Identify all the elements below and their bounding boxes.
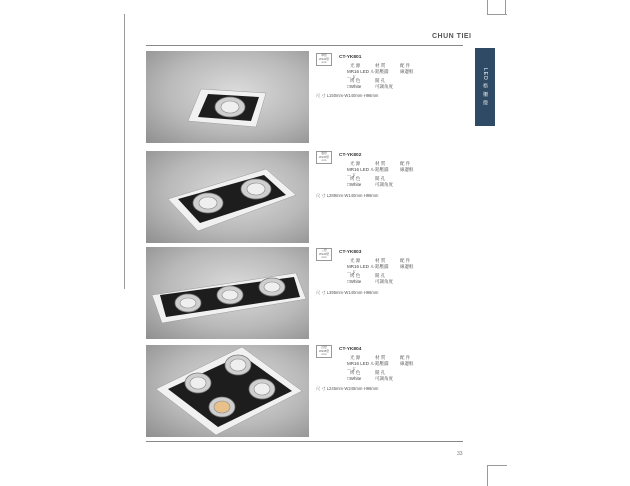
spec-header: 烤 色 [350,78,361,83]
footer-rule [146,441,463,442]
spec-header: 開 孔 [375,273,386,278]
spec-value: MR16 LED ルード [347,361,375,372]
spec-value: 線邊框 [400,361,414,366]
spec-header: 材 質 [375,355,386,360]
crop-mark [487,14,507,15]
spec-value: 可調角度 [375,376,393,381]
spec-header: 材 質 [375,258,386,263]
spec-header: 烤 色 [350,273,361,278]
spec-header: 配 件 [400,63,411,68]
spec-header: 開 孔 [375,176,386,181]
model-number: CT-YK801 [339,55,362,60]
spec-value: 線邊框 [400,167,414,172]
spec-header: 光 源 [350,355,361,360]
spec-value: 鋁壓鑄 [375,361,389,366]
product-photo-3 [146,247,309,339]
dimensions-text: 尺 寸 L245mm·W245mm·H96mm [316,386,379,391]
spec-value: 線邊框 [400,264,414,269]
product-badge: 單燈 W140型 mm [316,53,332,66]
product-photo-2 [146,151,309,243]
crop-mark [487,0,488,14]
spec-value: 可調角度 [375,279,393,284]
crop-mark [487,465,507,466]
spec-value: □White [347,182,362,187]
spec-value: 可調角度 [375,84,393,89]
spec-header: 配 件 [400,161,411,166]
dimensions-text: 尺 寸 L289mm·W140mm·H96mm [316,193,379,198]
spec-header: 配 件 [400,355,411,360]
spec-header: 光 源 [350,63,361,68]
spec-header: 烤 色 [350,176,361,181]
product-photo-4 [146,345,309,437]
crop-mark [505,0,506,14]
product-badge: 雙燈 W140型 mm [316,151,332,164]
product-photo-1 [146,51,309,143]
brand-logo: CHUN TIEI [432,33,472,40]
spec-header: 烤 色 [350,370,361,375]
model-number: CT-YK802 [339,153,362,158]
spec-value: □White [347,279,362,284]
product-badge: 三燈 W140型 mm [316,248,332,261]
spec-value: □White [347,376,362,381]
spec-value: MR16 LED ルード [347,167,375,178]
spec-value: 鋁壓鑄 [375,69,389,74]
spec-value: □White [347,84,362,89]
dimensions-text: 尺 寸 L150mm·W140mm·H96mm [316,93,379,98]
model-number: CT-YK803 [339,250,362,255]
spec-header: 開 孔 [375,370,386,375]
spec-header: 材 質 [375,63,386,68]
spec-value: MR16 LED ルード [347,69,375,80]
crop-mark [487,465,488,486]
spec-header: 開 孔 [375,78,386,83]
product-badge: 四燈 W245型 mm [316,345,332,358]
spec-value: 鋁壓鑄 [375,264,389,269]
spec-value: 線邊框 [400,69,414,74]
spec-value: MR16 LED ルード [347,264,375,275]
page-number: 33 [457,451,463,457]
crop-mark [124,14,125,289]
spec-value: 可調角度 [375,182,393,187]
spec-header: 配 件 [400,258,411,263]
spec-value: 鋁壓鑄 [375,167,389,172]
spec-header: 光 源 [350,258,361,263]
section-tab: LED 格 柵 燈 [475,48,495,126]
header-rule [146,45,463,46]
dimensions-text: 尺 寸 L395mm·W140mm·H96mm [316,290,379,295]
model-number: CT-YK804 [339,347,362,352]
spec-header: 材 質 [375,161,386,166]
spec-header: 光 源 [350,161,361,166]
